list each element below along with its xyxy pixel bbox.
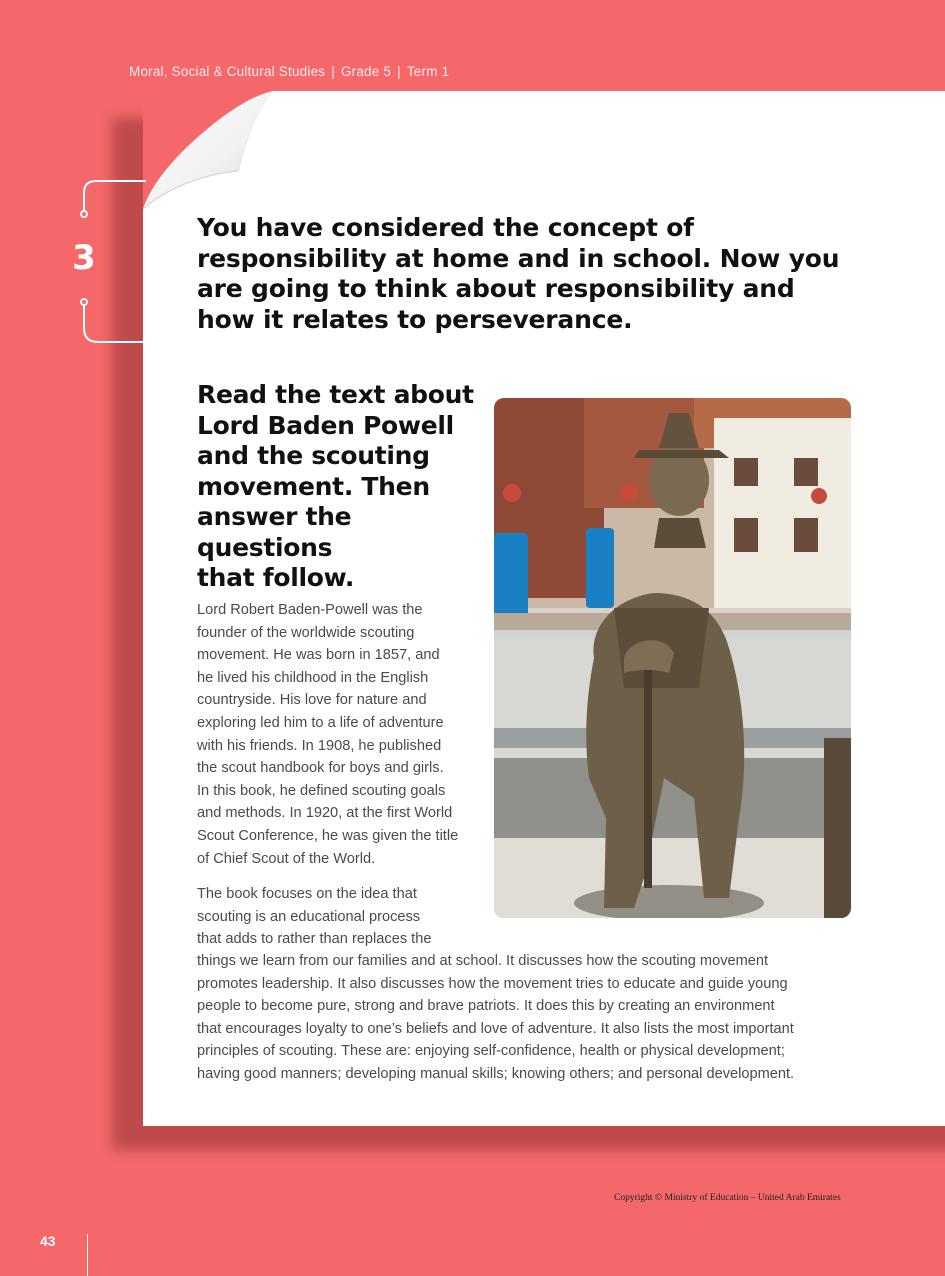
heading-line: that follow. — [197, 563, 355, 592]
header-grade: Grade 5 — [340, 64, 392, 79]
heading-line: Lord Baden Powell — [197, 410, 454, 440]
text-line: scouting is an educational process — [197, 908, 421, 925]
text-line: founder of the worldwide scouting — [197, 624, 415, 641]
page-number-divider — [87, 1234, 88, 1276]
text-line: with his friends. In 1908, he published — [197, 737, 442, 754]
text-line: the scout handbook for boys and girls. — [197, 760, 444, 777]
heading-line: movement. Then — [197, 471, 430, 501]
text-line: he lived his childhood in the English — [197, 669, 429, 686]
text-line: things we learn from our families and at school. It discusses how the scouting movement — [197, 953, 769, 969]
page-curl-icon — [143, 91, 283, 221]
header-term: Term 1 — [406, 64, 450, 79]
text-line: Lord Robert Baden-Powell was the — [197, 602, 423, 618]
instruction-heading — [197, 380, 487, 594]
text-line: that adds to rather than replaces the — [197, 931, 432, 948]
text-line: exploring led him to a life of adventure — [197, 714, 444, 731]
heading-line: and the scouting — [197, 441, 430, 470]
text-line: promotes leadership. It also discusses how the movement tries to educate and guide young — [197, 975, 788, 992]
intro-text: You have considered the concept of responsibility at home and in school. Now you are going to think about responsibility and how it relates to perseverance. — [197, 213, 840, 334]
text-line: people to become pure, strong and brave patriots. It does this by creating an environment — [197, 998, 775, 1015]
header-separator: | — [397, 64, 401, 79]
paragraph-book-bottom — [197, 950, 857, 1086]
text-line: of Chief Scout of the World. — [197, 850, 376, 867]
text-line: Scout Conference, he was given the title — [197, 827, 459, 844]
header-subject: Moral, Social & Cultural Studies — [129, 64, 326, 79]
header-separator: | — [331, 64, 335, 79]
text-line: that encourages loyalty to one’s beliefs and love of adventure. It also lists the most important — [197, 1020, 794, 1037]
page-header — [129, 64, 449, 79]
text-line: having good manners; developing manual skills; knowing others; and personal development. — [197, 1065, 795, 1082]
text-line: principles of scouting. These are: enjoying self-confidence, health or physical development; — [197, 1043, 785, 1060]
step-number: 3 — [72, 238, 96, 278]
copyright-notice: Copyright © Ministry of Education – United Arab Emirates — [614, 1193, 841, 1203]
text-line: In this book, he defined scouting goals — [197, 782, 446, 799]
text-line: movement. He was born in 1857, and — [197, 647, 440, 664]
paragraph-biography — [197, 599, 487, 870]
text-line: and methods. In 1920, at the first World — [197, 805, 453, 822]
heading-line: answer the questions — [197, 502, 352, 562]
text-line: countryside. His love for nature and — [197, 692, 427, 709]
baden-powell-statue-photo — [494, 398, 851, 918]
text-line: The book focuses on the idea that — [197, 886, 417, 902]
paragraph-book-top — [197, 883, 487, 951]
page-number: 43 — [40, 1233, 56, 1249]
heading-line: Read the text about — [197, 380, 474, 409]
